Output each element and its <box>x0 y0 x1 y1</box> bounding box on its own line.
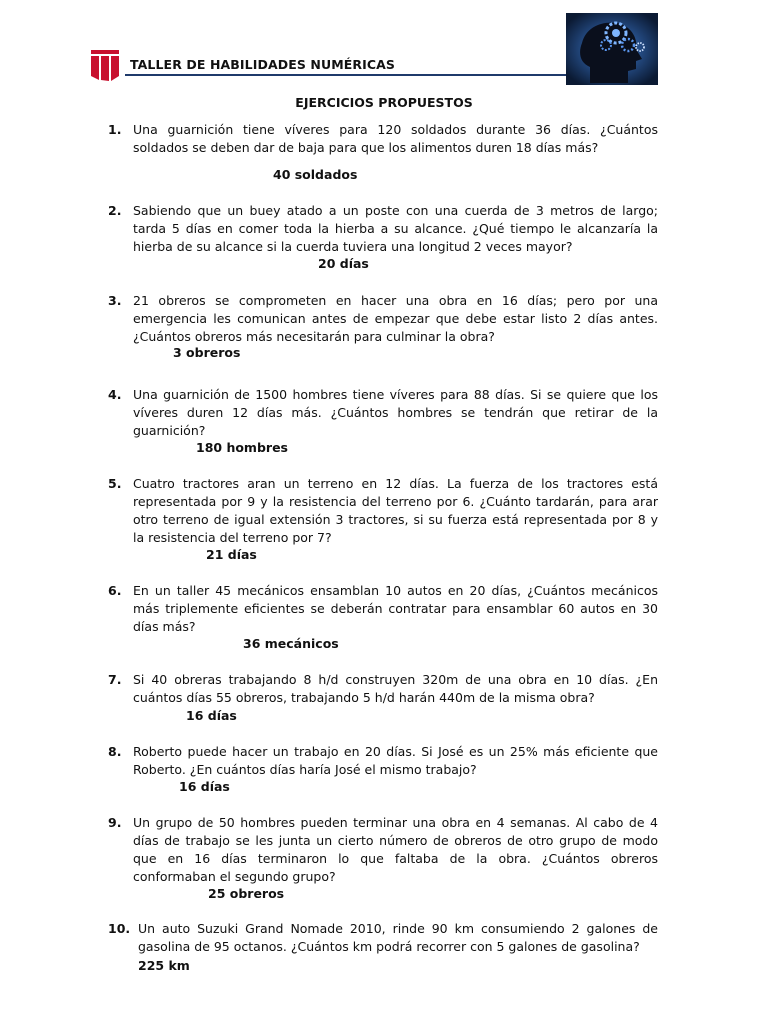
exercise-item <box>108 582 658 636</box>
exercise-question: Una guarnición tiene víveres para 120 soldados durante 36 días. ¿Cuántos soldados se deben dar de baja para que los alimentos duren 18 días más? <box>133 122 658 155</box>
exercise-number: 10. <box>108 921 131 936</box>
exercise-question: Una guarnición de 1500 hombres tiene víveres para 88 días. Si se quiere que los víveres duren 12 días más. ¿Cuántos hombres se tendrán que retirar de la guarnición? <box>133 387 658 438</box>
exercise-answer: 20 días <box>318 256 369 271</box>
exercise-item <box>108 671 658 707</box>
exercise-question: Un auto Suzuki Grand Nomade 2010, rinde 90 km consumiendo 2 galones de gasolina de 95 octanos. ¿Cuántos km podrá recorrer con 5 galones de gasolina? <box>138 921 658 954</box>
university-logo-icon <box>90 48 120 82</box>
exercise-question: Si 40 obreras trabajando 8 h/d construyen 320m de una obra en 10 días. ¿En cuántos días 55 obreros, trabajando 5 h/d harán 440m de la misma obra? <box>133 672 658 705</box>
brain-gears-icon <box>566 13 658 85</box>
exercise-number: 8. <box>108 744 122 759</box>
exercise-answer: 3 obreros <box>173 345 241 360</box>
document-title: EJERCICIOS PROPUESTOS <box>295 95 473 110</box>
exercise-question: Un grupo de 50 hombres pueden terminar una obra en 4 semanas. Al cabo de 4 días de trabajo se les junta un cierto número de obreros de otro grupo de modo que en 16 días terminaron lo que faltaba de la obra. ¿Cuántos obreros conformaban el segundo grupo? <box>133 815 658 884</box>
exercise-number: 9. <box>108 815 122 830</box>
header-divider <box>125 74 575 76</box>
exercise-item <box>108 386 658 440</box>
exercise-number: 6. <box>108 583 122 598</box>
exercise-number: 1. <box>108 122 122 137</box>
course-title: TALLER DE HABILIDADES NUMÉRICAS <box>130 57 396 72</box>
exercise-item <box>108 743 658 779</box>
exercise-item <box>108 475 658 547</box>
exercise-item <box>108 121 658 157</box>
exercise-number: 5. <box>108 476 122 491</box>
exercise-item <box>108 814 658 886</box>
exercise-answer: 25 obreros <box>208 886 285 901</box>
exercise-answer: 16 días <box>179 779 230 794</box>
exercise-answer: 180 hombres <box>196 440 288 455</box>
exercise-item <box>108 920 658 956</box>
exercise-answer: 40 soldados <box>273 167 358 182</box>
exercise-number: 2. <box>108 203 122 218</box>
exercise-number: 4. <box>108 387 122 402</box>
exercise-answer: 21 días <box>206 547 257 562</box>
exercise-answer: 225 km <box>138 958 190 973</box>
exercise-item <box>108 202 658 256</box>
exercise-question: Sabiendo que un buey atado a un poste con una cuerda de 3 metros de largo; tarda 5 días en comer toda la hierba a su alcance. ¿Qué tiempo le alcanzaría la hierba de su alcance si la cuerda tuviera una longitud 2 veces mayor? <box>133 203 658 254</box>
exercise-item <box>108 292 658 346</box>
exercise-question: En un taller 45 mecánicos ensamblan 10 autos en 20 días, ¿Cuántos mecánicos más triplemente eficientes se deberán contratar para ensamblar 60 autos en 30 días más? <box>133 583 658 634</box>
exercise-number: 3. <box>108 293 122 308</box>
exercise-question: Cuatro tractores aran un terreno en 12 días. La fuerza de los tractores está representada por 9 y la resistencia del terreno por 6. ¿Cuánto tardarán, para arar otro terreno de igual extensión 3 tractores, si su fuerza está representada por 8 y la resistencia del terreno por 7? <box>133 476 658 545</box>
exercise-question: 21 obreros se comprometen en hacer una obra en 16 días; pero por una emergencia les comunican antes de empezar que debe estar listo 2 días antes. ¿Cuántos obreros más necesitarán para culminar la obra? <box>133 293 658 344</box>
exercise-answer: 36 mecánicos <box>243 636 339 651</box>
exercise-question: Roberto puede hacer un trabajo en 20 días. Si José es un 25% más eficiente que Roberto. ¿En cuántos días haría José el mismo trabajo? <box>133 744 658 777</box>
exercise-number: 7. <box>108 672 122 687</box>
exercise-answer: 16 días <box>186 708 237 723</box>
